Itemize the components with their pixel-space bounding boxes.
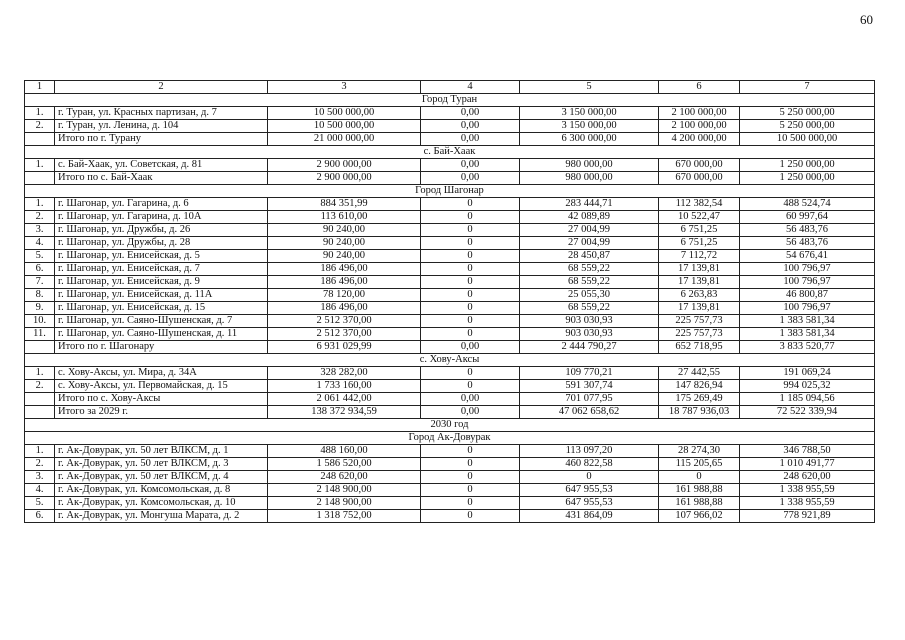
total-cost-cell: 1 318 752,00 — [268, 510, 421, 523]
cost-cell: 3 150 000,00 — [520, 120, 659, 133]
address-cell: с. Хову-Аксы, ул. Мира, д. 34А — [55, 367, 268, 380]
row-number-cell: 2. — [25, 120, 55, 133]
cost-cell: 980 000,00 — [520, 159, 659, 172]
cost-cell: 46 800,87 — [740, 289, 875, 302]
fund-cell: 0 — [421, 224, 520, 237]
table-row — [25, 302, 875, 315]
address-cell: г. Шагонар, ул. Енисейская, д. 5 — [55, 250, 268, 263]
total-cost-cell: 10 500 000,00 — [268, 107, 421, 120]
fund-cell: 0 — [421, 458, 520, 471]
cost-cell: 25 055,30 — [520, 289, 659, 302]
cost-cell: 1 250 000,00 — [740, 159, 875, 172]
table-row — [25, 341, 875, 354]
cost-cell: 10 522,47 — [659, 211, 740, 224]
cost-cell: 27 004,99 — [520, 224, 659, 237]
cost-cell: 3 833 520,77 — [740, 341, 875, 354]
fund-cell: 0 — [421, 445, 520, 458]
address-cell: г. Шагонар, ул. Енисейская, д. 15 — [55, 302, 268, 315]
column-header: 7 — [740, 81, 875, 94]
cost-cell: 112 382,54 — [659, 198, 740, 211]
table-row — [25, 172, 875, 185]
column-number-row — [25, 81, 875, 94]
row-number-cell: 7. — [25, 276, 55, 289]
section-title: Город Шагонар — [25, 185, 875, 198]
section-title: с. Хову-Аксы — [25, 354, 875, 367]
table-row — [25, 380, 875, 393]
cost-cell: 27 004,99 — [520, 237, 659, 250]
section-header-row — [25, 146, 875, 159]
cost-cell: 0 — [520, 471, 659, 484]
address-cell: г. Шагонар, ул. Саяно-Шушенская, д. 7 — [55, 315, 268, 328]
fund-cell: 0,00 — [421, 159, 520, 172]
cost-cell: 100 796,97 — [740, 276, 875, 289]
fund-cell: 0,00 — [421, 133, 520, 146]
table-row — [25, 484, 875, 497]
fund-cell: 0,00 — [421, 172, 520, 185]
cost-cell: 2 100 000,00 — [659, 120, 740, 133]
fund-cell: 0,00 — [421, 107, 520, 120]
fund-cell: 0 — [421, 380, 520, 393]
row-number-cell: 1. — [25, 198, 55, 211]
fund-cell: 0,00 — [421, 120, 520, 133]
total-cost-cell: 884 351,99 — [268, 198, 421, 211]
cost-cell: 647 955,53 — [520, 497, 659, 510]
section-title: Город Туран — [25, 94, 875, 107]
cost-cell: 670 000,00 — [659, 159, 740, 172]
cost-cell: 6 300 000,00 — [520, 133, 659, 146]
table-row — [25, 458, 875, 471]
row-number-cell: 6. — [25, 263, 55, 276]
cost-cell: 113 097,20 — [520, 445, 659, 458]
total-cost-cell: 248 620,00 — [268, 471, 421, 484]
address-cell: г. Ак-Довурак, ул. 50 лет ВЛКСМ, д. 3 — [55, 458, 268, 471]
address-cell: г. Шагонар, ул. Дружбы, д. 28 — [55, 237, 268, 250]
cost-cell: 72 522 339,94 — [740, 406, 875, 419]
cost-cell: 6 751,25 — [659, 237, 740, 250]
column-header: 6 — [659, 81, 740, 94]
table-row — [25, 445, 875, 458]
cost-cell: 647 955,53 — [520, 484, 659, 497]
cost-cell: 591 307,74 — [520, 380, 659, 393]
row-number-cell: 2. — [25, 380, 55, 393]
row-number-cell — [25, 133, 55, 146]
cost-cell: 17 139,81 — [659, 302, 740, 315]
table-row — [25, 367, 875, 380]
table-row — [25, 107, 875, 120]
row-number-cell: 2. — [25, 211, 55, 224]
fund-cell: 0 — [421, 484, 520, 497]
cost-cell: 652 718,95 — [659, 341, 740, 354]
total-cost-cell: 90 240,00 — [268, 237, 421, 250]
cost-cell: 460 822,58 — [520, 458, 659, 471]
section-header-row — [25, 185, 875, 198]
fund-cell: 0 — [421, 237, 520, 250]
fund-cell: 0 — [421, 497, 520, 510]
table-row — [25, 120, 875, 133]
cost-cell: 17 139,81 — [659, 276, 740, 289]
cost-cell: 248 620,00 — [740, 471, 875, 484]
fund-cell: 0,00 — [421, 341, 520, 354]
address-cell: г. Шагонар, ул. Енисейская, д. 11А — [55, 289, 268, 302]
row-number-cell: 3. — [25, 224, 55, 237]
cost-cell: 56 483,76 — [740, 224, 875, 237]
address-cell: Итого за 2029 г. — [55, 406, 268, 419]
table-row — [25, 237, 875, 250]
fund-cell: 0 — [421, 302, 520, 315]
cost-cell: 191 069,24 — [740, 367, 875, 380]
address-cell: г. Туран, ул. Красных партизан, д. 7 — [55, 107, 268, 120]
row-number-cell: 1. — [25, 107, 55, 120]
address-cell: Итого по с. Хову-Аксы — [55, 393, 268, 406]
fund-cell: 0 — [421, 276, 520, 289]
column-header: 3 — [268, 81, 421, 94]
cost-cell: 1 250 000,00 — [740, 172, 875, 185]
total-cost-cell: 10 500 000,00 — [268, 120, 421, 133]
cost-cell: 0 — [659, 471, 740, 484]
row-number-cell: 9. — [25, 302, 55, 315]
cost-cell: 28 450,87 — [520, 250, 659, 263]
cost-cell: 225 757,73 — [659, 328, 740, 341]
row-number-cell: 5. — [25, 497, 55, 510]
cost-cell: 225 757,73 — [659, 315, 740, 328]
fund-cell: 0,00 — [421, 393, 520, 406]
total-cost-cell: 1 733 160,00 — [268, 380, 421, 393]
cost-cell: 7 112,72 — [659, 250, 740, 263]
section-title: с. Бай-Хаак — [25, 146, 875, 159]
fund-cell: 0 — [421, 211, 520, 224]
total-cost-cell: 1 586 520,00 — [268, 458, 421, 471]
cost-cell: 701 077,95 — [520, 393, 659, 406]
row-number-cell: 2. — [25, 458, 55, 471]
total-cost-cell: 2 900 000,00 — [268, 159, 421, 172]
cost-cell: 6 263,83 — [659, 289, 740, 302]
table-row — [25, 393, 875, 406]
cost-cell: 283 444,71 — [520, 198, 659, 211]
section-header-row — [25, 354, 875, 367]
row-number-cell — [25, 406, 55, 419]
cost-cell: 115 205,65 — [659, 458, 740, 471]
fund-cell: 0 — [421, 367, 520, 380]
section-title: 2030 год — [25, 419, 875, 432]
table-row — [25, 406, 875, 419]
column-header: 2 — [55, 81, 268, 94]
row-number-cell: 1. — [25, 367, 55, 380]
row-number-cell — [25, 172, 55, 185]
table-row — [25, 263, 875, 276]
cost-cell: 6 751,25 — [659, 224, 740, 237]
total-cost-cell: 488 160,00 — [268, 445, 421, 458]
total-cost-cell: 186 496,00 — [268, 302, 421, 315]
address-cell: г. Ак-Довурак, ул. Комсомольская, д. 10 — [55, 497, 268, 510]
table-row — [25, 510, 875, 523]
total-cost-cell: 138 372 934,59 — [268, 406, 421, 419]
cost-cell: 68 559,22 — [520, 302, 659, 315]
row-number-cell: 1. — [25, 159, 55, 172]
total-cost-cell: 2 148 900,00 — [268, 484, 421, 497]
row-number-cell — [25, 341, 55, 354]
table-row — [25, 315, 875, 328]
cost-cell: 5 250 000,00 — [740, 107, 875, 120]
cost-cell: 670 000,00 — [659, 172, 740, 185]
address-cell: г. Ак-Довурак, ул. 50 лет ВЛКСМ, д. 1 — [55, 445, 268, 458]
table-body — [25, 94, 875, 523]
address-cell: г. Шагонар, ул. Енисейская, д. 7 — [55, 263, 268, 276]
cost-cell: 488 524,74 — [740, 198, 875, 211]
cost-cell: 28 274,30 — [659, 445, 740, 458]
cost-cell: 3 150 000,00 — [520, 107, 659, 120]
cost-cell: 107 966,02 — [659, 510, 740, 523]
cost-cell: 994 025,32 — [740, 380, 875, 393]
cost-cell: 5 250 000,00 — [740, 120, 875, 133]
row-number-cell — [25, 393, 55, 406]
cost-cell: 175 269,49 — [659, 393, 740, 406]
table-row — [25, 289, 875, 302]
cost-cell: 18 787 936,03 — [659, 406, 740, 419]
row-number-cell: 1. — [25, 445, 55, 458]
fund-cell: 0 — [421, 198, 520, 211]
data-table — [24, 80, 875, 523]
column-header: 4 — [421, 81, 520, 94]
table-row — [25, 250, 875, 263]
cost-cell: 161 988,88 — [659, 484, 740, 497]
address-cell: Итого по г. Турану — [55, 133, 268, 146]
table-row — [25, 497, 875, 510]
address-cell: г. Ак-Довурак, ул. 50 лет ВЛКСМ, д. 4 — [55, 471, 268, 484]
cost-cell: 346 788,50 — [740, 445, 875, 458]
cost-cell: 778 921,89 — [740, 510, 875, 523]
cost-cell: 903 030,93 — [520, 315, 659, 328]
cost-cell: 68 559,22 — [520, 276, 659, 289]
row-number-cell: 3. — [25, 471, 55, 484]
address-cell: с. Бай-Хаак, ул. Советская, д. 81 — [55, 159, 268, 172]
column-header: 5 — [520, 81, 659, 94]
cost-cell: 1 383 581,34 — [740, 315, 875, 328]
cost-cell: 17 139,81 — [659, 263, 740, 276]
address-cell: г. Шагонар, ул. Гагарина, д. 6 — [55, 198, 268, 211]
section-header-row — [25, 94, 875, 107]
fund-cell: 0 — [421, 510, 520, 523]
total-cost-cell: 328 282,00 — [268, 367, 421, 380]
column-header: 1 — [25, 81, 55, 94]
cost-cell: 42 089,89 — [520, 211, 659, 224]
total-cost-cell: 90 240,00 — [268, 250, 421, 263]
address-cell: Итого по с. Бай-Хаак — [55, 172, 268, 185]
table-row — [25, 276, 875, 289]
section-header-row — [25, 432, 875, 445]
cost-cell: 47 062 658,62 — [520, 406, 659, 419]
fund-cell: 0 — [421, 315, 520, 328]
total-cost-cell: 2 900 000,00 — [268, 172, 421, 185]
total-cost-cell: 90 240,00 — [268, 224, 421, 237]
table-row — [25, 471, 875, 484]
total-cost-cell: 2 512 370,00 — [268, 328, 421, 341]
fund-cell: 0 — [421, 263, 520, 276]
cost-cell: 109 770,21 — [520, 367, 659, 380]
table-row — [25, 224, 875, 237]
page-number: 60 — [860, 12, 873, 27]
cost-cell: 2 100 000,00 — [659, 107, 740, 120]
table-row — [25, 133, 875, 146]
address-cell: г. Ак-Довурак, ул. Монгуша Марата, д. 2 — [55, 510, 268, 523]
row-number-cell: 11. — [25, 328, 55, 341]
address-cell: г. Шагонар, ул. Гагарина, д. 10А — [55, 211, 268, 224]
cost-cell: 27 442,55 — [659, 367, 740, 380]
table-row — [25, 328, 875, 341]
cost-cell: 1 338 955,59 — [740, 484, 875, 497]
total-cost-cell: 21 000 000,00 — [268, 133, 421, 146]
row-number-cell: 4. — [25, 237, 55, 250]
total-cost-cell: 78 120,00 — [268, 289, 421, 302]
cost-cell: 68 559,22 — [520, 263, 659, 276]
cost-cell: 100 796,97 — [740, 302, 875, 315]
section-title: Город Ак-Довурак — [25, 432, 875, 445]
row-number-cell: 8. — [25, 289, 55, 302]
cost-cell: 1 383 581,34 — [740, 328, 875, 341]
cost-cell: 54 676,41 — [740, 250, 875, 263]
cost-cell: 980 000,00 — [520, 172, 659, 185]
total-cost-cell: 2 061 442,00 — [268, 393, 421, 406]
total-cost-cell: 2 148 900,00 — [268, 497, 421, 510]
fund-cell: 0 — [421, 471, 520, 484]
cost-cell: 431 864,09 — [520, 510, 659, 523]
section-header-row — [25, 419, 875, 432]
total-cost-cell: 186 496,00 — [268, 263, 421, 276]
address-cell: г. Шагонар, ул. Енисейская, д. 9 — [55, 276, 268, 289]
cost-cell: 56 483,76 — [740, 237, 875, 250]
cost-cell: 2 444 790,27 — [520, 341, 659, 354]
row-number-cell: 4. — [25, 484, 55, 497]
fund-cell: 0 — [421, 250, 520, 263]
cost-cell: 161 988,88 — [659, 497, 740, 510]
cost-cell: 4 200 000,00 — [659, 133, 740, 146]
row-number-cell: 10. — [25, 315, 55, 328]
fund-cell: 0 — [421, 289, 520, 302]
total-cost-cell: 186 496,00 — [268, 276, 421, 289]
cost-cell: 10 500 000,00 — [740, 133, 875, 146]
address-cell: г. Шагонар, ул. Саяно-Шушенская, д. 11 — [55, 328, 268, 341]
table-row — [25, 211, 875, 224]
cost-cell: 1 338 955,59 — [740, 497, 875, 510]
address-cell: г. Шагонар, ул. Дружбы, д. 26 — [55, 224, 268, 237]
fund-cell: 0 — [421, 328, 520, 341]
address-cell: с. Хову-Аксы, ул. Первомайская, д. 15 — [55, 380, 268, 393]
row-number-cell: 6. — [25, 510, 55, 523]
total-cost-cell: 6 931 029,99 — [268, 341, 421, 354]
total-cost-cell: 2 512 370,00 — [268, 315, 421, 328]
address-cell: г. Ак-Довурак, ул. Комсомольская, д. 8 — [55, 484, 268, 497]
row-number-cell: 5. — [25, 250, 55, 263]
address-cell: г. Туран, ул. Ленина, д. 104 — [55, 120, 268, 133]
table-row — [25, 159, 875, 172]
fund-cell: 0,00 — [421, 406, 520, 419]
cost-cell: 903 030,93 — [520, 328, 659, 341]
cost-cell: 147 826,94 — [659, 380, 740, 393]
address-cell: Итого по г. Шагонару — [55, 341, 268, 354]
cost-cell: 1 185 094,56 — [740, 393, 875, 406]
cost-cell: 1 010 491,77 — [740, 458, 875, 471]
table-row — [25, 198, 875, 211]
cost-cell: 100 796,97 — [740, 263, 875, 276]
cost-cell: 60 997,64 — [740, 211, 875, 224]
total-cost-cell: 113 610,00 — [268, 211, 421, 224]
